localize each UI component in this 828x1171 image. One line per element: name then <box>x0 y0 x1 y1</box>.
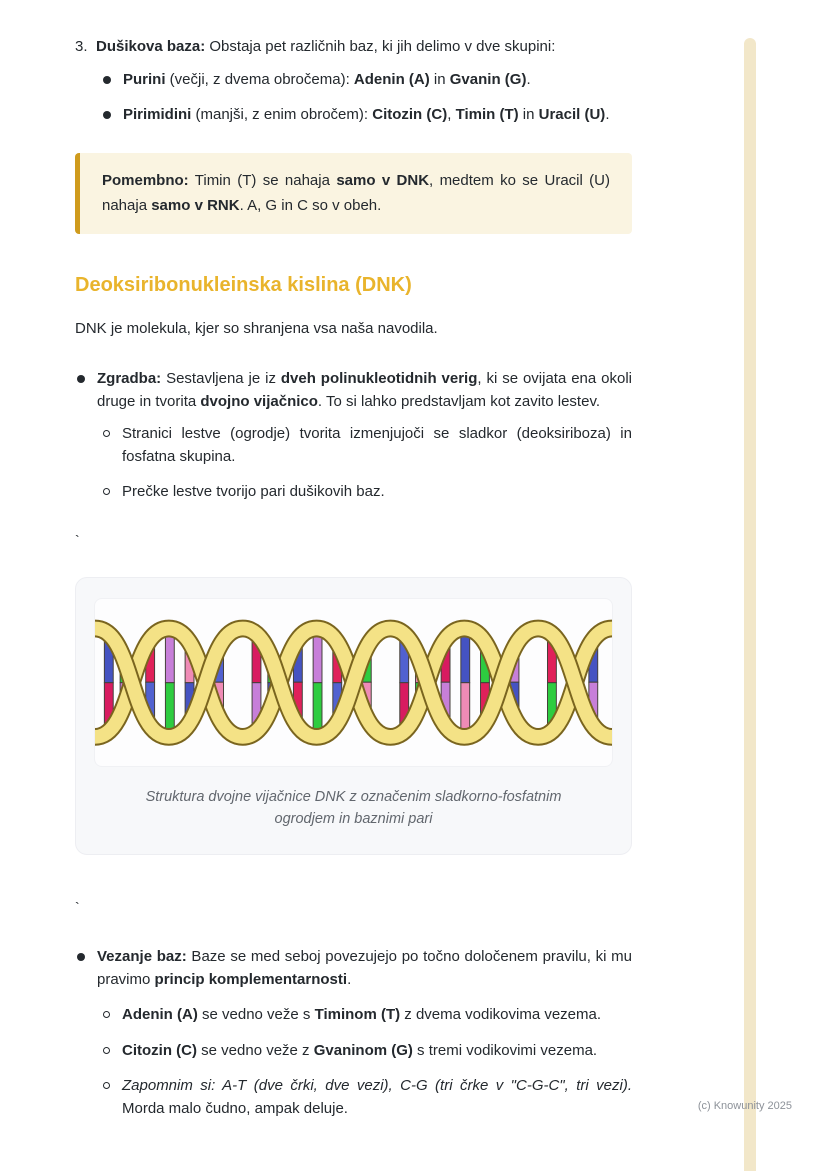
figure-caption: Struktura dvojne vijačnice DNK z označenim sladkorno-fosfatnim ogrodjem in baznimi pari <box>145 788 562 827</box>
callout-text <box>102 168 610 219</box>
text-segment: . To si lahko predstavljam kot zavito lestev. <box>317 392 600 410</box>
text-segment: Pirimidini <box>123 106 192 123</box>
text-segment: , <box>447 106 456 123</box>
bullet-item-purini <box>101 69 632 92</box>
numbered-item-dusikova-baza <box>75 36 632 59</box>
text-segment: Timin (T) se nahaja <box>188 171 337 189</box>
bullet-marker <box>103 488 110 495</box>
text-segment: , ki se ovijata ena okoli druge in tvorita <box>97 370 632 410</box>
paragraph-zgradba <box>97 368 632 413</box>
text-segment: dveh polinukleotidnih verig <box>280 370 478 387</box>
text-segment: Citozin (C) <box>372 106 448 123</box>
sub-bullet-adenin-timin <box>101 1004 632 1027</box>
stray-backtick-bottom: ` <box>75 899 80 916</box>
bullet-marker <box>103 1082 110 1089</box>
bullet-item-pirimidini <box>101 104 632 127</box>
text-segment: dvojno vijačnico <box>200 392 318 410</box>
text-segment: . A, G in C so v obeh. <box>239 197 382 214</box>
bullet-item-vezanje <box>75 946 632 991</box>
text-segment: (manjši, z enim obročem): <box>191 106 373 123</box>
text-segment: . <box>347 970 352 988</box>
paragraph-vezanje <box>97 946 632 991</box>
dna-helix-image <box>94 598 613 767</box>
text-segment: Timin (T) <box>455 106 519 123</box>
text-segment: Zgradba: <box>97 370 162 387</box>
text-segment: s tremi vodikovimi vezema. <box>412 1041 598 1059</box>
text-segment: (večji, z dvema obročema): <box>165 70 354 88</box>
text-segment: princip komplementarnosti <box>154 970 348 988</box>
text-segment: Prečke lestve tvorijo pari dušikovih baz. <box>122 483 385 500</box>
text-segment: se vedno veže s <box>197 1006 315 1024</box>
bullet-marker <box>77 375 85 383</box>
bullet-marker <box>103 1047 110 1054</box>
sub-bullet-zapomnim <box>101 1075 632 1120</box>
text-segment: Sestavljena je iz <box>161 370 281 387</box>
sub-bullet-precke <box>101 481 632 504</box>
text-segment: samo v DNK <box>336 171 430 189</box>
text-segment: samo v RNK <box>151 197 240 214</box>
important-callout <box>75 153 632 234</box>
paragraph-precke <box>122 481 632 504</box>
paragraph-pirimidini <box>123 104 632 127</box>
text-segment: , medtem ko se Uracil (U) nahaja <box>102 171 610 214</box>
text-segment: Baze se med seboj povezujejo po točno določenem pravilu, ki mu pravimo <box>97 948 632 988</box>
copyright-watermark: (c) Knowunity 2025 <box>697 1100 792 1112</box>
stray-backtick-top: ` <box>75 531 80 548</box>
figure-card <box>75 577 632 856</box>
text-segment: Obstaja pet različnih baz, ki jih delimo v dve skupini: <box>205 38 556 55</box>
bullet-marker <box>103 76 111 84</box>
text-segment: Pomembno: <box>102 171 189 189</box>
bullet-marker <box>103 1011 110 1018</box>
intro-paragraph: DNK je molekula, kjer so shranjena vsa naša navodila. <box>75 319 438 337</box>
text-segment: Dušikova baza: <box>96 38 206 55</box>
bullet-marker <box>77 953 85 961</box>
bullet-item-zgradba <box>75 368 632 413</box>
section-heading-dnk: Deoksiribonukleinska kislina (DNK) <box>75 273 412 296</box>
bullet-marker <box>103 111 111 119</box>
text-segment: . <box>605 106 610 123</box>
text-segment: Morda malo čudno, ampak deluje. <box>122 1099 348 1117</box>
text-segment: Gvanin (G) <box>449 70 527 88</box>
text-segment: . <box>526 70 531 88</box>
text-segment: Stranici lestve (ogrodje) tvorita izmenjujoči se sladkor (deoksiriboza) in fosfatna skupina. <box>122 425 632 465</box>
text-segment: Timinom (T) <box>314 1006 401 1024</box>
sub-bullet-citozin-gvanin <box>101 1040 632 1063</box>
text-segment: Adenin (A) <box>353 70 430 88</box>
text-segment: se vedno veže z <box>196 1041 314 1059</box>
text-segment: Gvaninom (G) <box>313 1041 413 1059</box>
text-segment: Citozin (C) <box>122 1041 197 1059</box>
text-segment: in <box>518 106 539 123</box>
text-segment: Vezanje baz: <box>97 948 187 966</box>
document-content <box>75 36 632 1120</box>
text-segment: Zapomnim si: A-T (dve črki, dve vezi), C-G (tri črke v "C-G-C", tri vezi). <box>122 1077 632 1095</box>
paragraph-stranici <box>122 423 632 468</box>
text-segment: Uracil (U) <box>538 106 606 123</box>
sub-bullet-stranici <box>101 423 632 468</box>
text-segment: Adenin (A) <box>122 1006 198 1024</box>
bullet-marker <box>103 430 110 437</box>
text-segment: z dvema vodikovima vezema. <box>400 1006 602 1024</box>
paragraph-dusikova-baza <box>96 36 555 59</box>
dna-helix-illustration <box>95 599 612 766</box>
paragraph-zapomnim <box>122 1075 632 1120</box>
text-segment: in <box>429 70 450 88</box>
page-edge-stripe <box>744 38 756 1171</box>
paragraph-adenin-timin <box>122 1004 632 1027</box>
paragraph-citozin-gvanin <box>122 1040 632 1063</box>
paragraph-purini <box>123 69 632 92</box>
text-segment: Purini <box>123 70 166 88</box>
list-number: 3. <box>75 38 88 55</box>
